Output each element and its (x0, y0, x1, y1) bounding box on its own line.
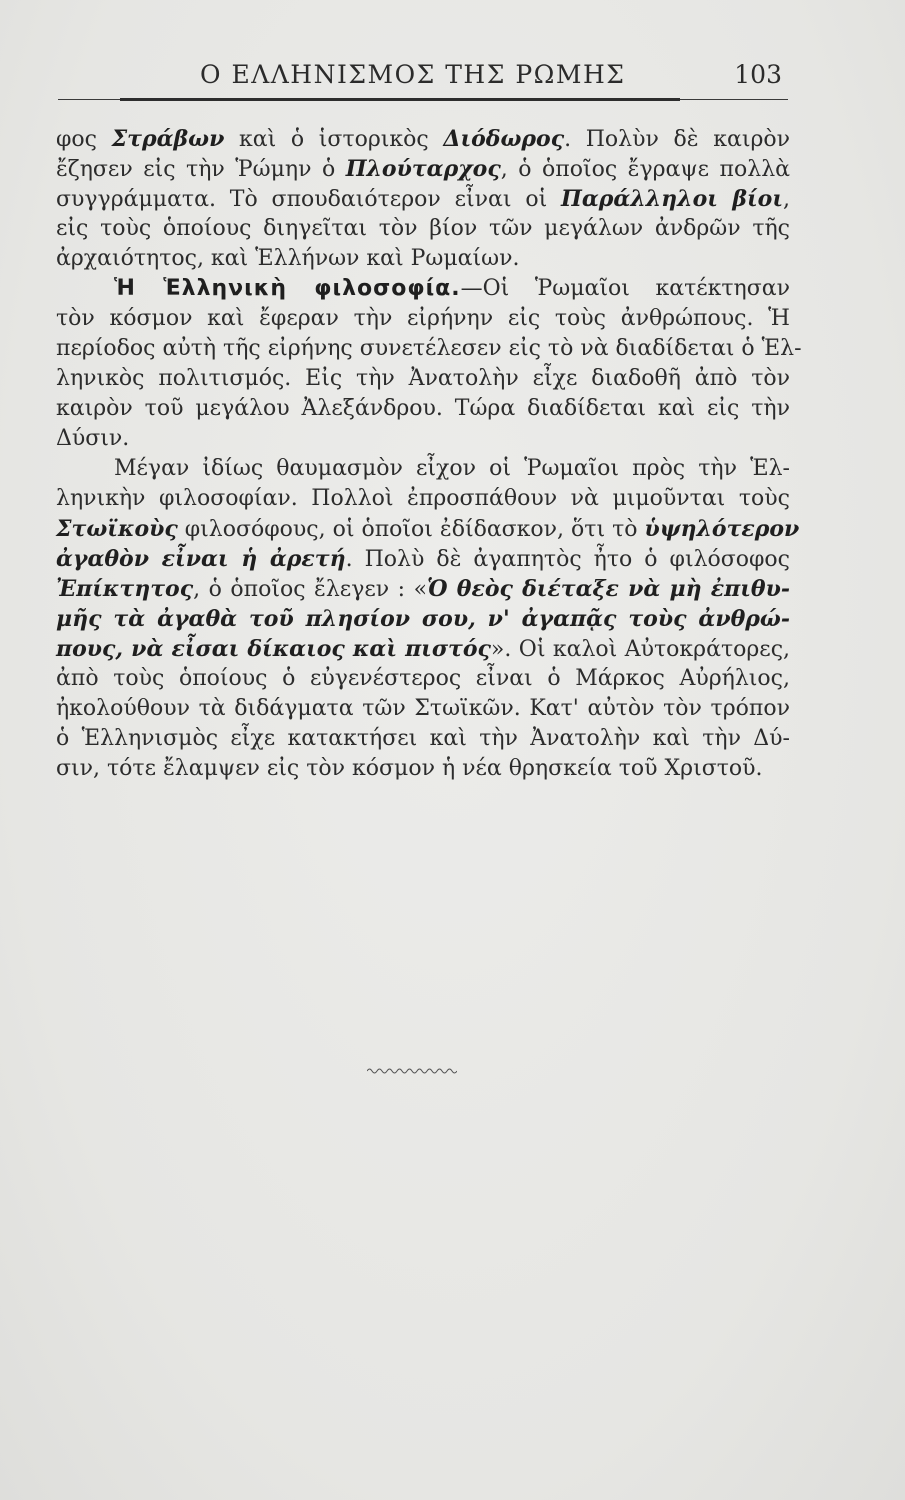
emphasized-text: Στωϊκοὺς (56, 516, 178, 542)
text-line (56, 334, 802, 364)
text-run: ἠκολούθουν τὰ διδάγματα τῶν Στωϊκῶν. Κατ' αὐτὸν τὸν τρόπον (56, 696, 790, 721)
text-run: , (783, 187, 790, 212)
text-line (56, 244, 790, 274)
text-run: ληνικὴν φιλοσοφίαν. Πολλοὶ ἐπροσπάθουν νὰ μιμοῦνται τοὺς (56, 486, 790, 511)
text-run: φος (56, 127, 112, 152)
text-run: ἀπὸ τοὺς ὁποίους ὁ εὐγενέστερος εἶναι ὁ Μάρκος Αὐρήλιος, (56, 666, 790, 691)
running-head (58, 60, 788, 100)
emphasized-text: πους, νὰ εἶσαι δίκαιος καὶ πιστός (56, 636, 491, 662)
text-run: σιν, τότε ἔλαμψεν εἰς τὸν κόσμον ἡ νέα θρησκεία τοῦ Χριστοῦ. (56, 756, 763, 781)
text-line (56, 544, 790, 574)
text-line (56, 214, 790, 244)
text-line (56, 604, 790, 634)
text-line (56, 514, 800, 544)
emphasized-text: Στράβων (111, 126, 225, 152)
emphasized-text: ὑψηλότερον (644, 516, 800, 542)
text-run: Δύσιν. (56, 426, 130, 451)
text-run: ἔζησεν εἰς τὴν Ῥώμην ὁ (56, 157, 346, 182)
text-run: φιλοσόφους, οἱ ὁποῖοι ἐδίδασκον, ὅτι τὸ (177, 517, 645, 542)
text-line (56, 184, 790, 214)
text-run: περίοδος αὐτὴ τῆς εἰρήνης συνετέλεσεν εἰς τὸ νὰ διαδίδεται ὁ Ἑλ- (56, 336, 802, 361)
wavy-rule-icon (367, 1067, 457, 1075)
text-line (56, 304, 790, 334)
text-run: —Οἱ Ῥωμαῖοι κατέκτησαν (460, 276, 790, 301)
text-run: ὁ Ἑλληνισμὸς εἶχε κατακτήσει καὶ τὴν Ἀνατολὴν καὶ τὴν Δύ- (56, 726, 790, 751)
text-line (56, 694, 790, 724)
text-run: καὶ ὁ ἱστορικὸς (224, 127, 444, 152)
emphasized-text: Ἐπίκτητος (56, 576, 194, 602)
page-number: 103 (734, 60, 782, 89)
body-text (56, 124, 802, 784)
text-line (56, 454, 790, 484)
running-title: Ο ΕΛΛΗΝΙΣΜΟΣ ΤΗΣ ΡΩΜΗΣ (200, 60, 626, 89)
text-run: . Πολὺ δὲ ἀγαπητὸς ἦτο ὁ φιλόσοφος (345, 547, 790, 572)
text-run: , ὁ ὁποῖος ἔγραψε πολλὰ (500, 157, 790, 182)
section-heading: Ἡ Ἑλληνικὴ φιλοσοφία. (114, 276, 461, 301)
text-line (56, 724, 790, 754)
text-line (56, 394, 790, 424)
text-run: καιρὸν τοῦ μεγάλου Ἀλεξάνδρου. Τώρα διαδίδεται καὶ εἰς τὴν (56, 396, 790, 421)
emphasized-text: Διόδωρος (443, 126, 565, 152)
text-line (56, 754, 790, 784)
text-run: τὸν κόσμον καὶ ἔφεραν τὴν εἰρήνην εἰς τοὺς ἀνθρώπους. Ἡ (56, 306, 790, 331)
text-run: Μέγαν ἰδίως θαυμασμὸν εἶχον οἱ Ῥωμαῖοι πρὸς τὴν Ἑλ- (114, 456, 790, 481)
text-line (56, 664, 790, 694)
text-line (56, 634, 790, 664)
emphasized-text: μῆς τὰ ἀγαθὰ τοῦ πλησίον σου, ν' ἀγαπᾷς τοὺς ἀνθρώ- (56, 606, 790, 632)
text-line (56, 124, 790, 154)
emphasized-text: Παράλληλοι βίοι (561, 186, 783, 212)
text-line (56, 484, 790, 514)
emphasized-text: Ὁ θεὸς διέταξε νὰ μὴ ἐπιθυ- (427, 576, 790, 602)
text-line (56, 424, 790, 454)
text-run: , ὁ ὁποῖος ἔλεγεν : « (193, 577, 428, 602)
text-run: ἀρχαιότητος, καὶ Ἑλλήνων καὶ Ρωμαίων. (56, 246, 520, 271)
text-line (56, 274, 790, 304)
emphasized-text: ἀγαθὸν εἶναι ἡ ἀρετή (56, 546, 346, 572)
end-ornament-wavy-rule (367, 1067, 457, 1075)
emphasized-text: Πλούταρχος (345, 156, 501, 182)
text-line (56, 574, 790, 604)
text-run: ληνικὸς πολιτισμός. Εἰς τὴν Ἀνατολὴν εἶχε διαδοθῆ ἀπὸ τὸν (56, 366, 790, 391)
text-run: συγγράμματα. Τὸ σπουδαιότερον εἶναι οἱ (56, 187, 562, 212)
text-run: ». Οἱ καλοὶ Αὐτοκράτορες, (490, 637, 791, 662)
text-run: . Πολὺν δὲ καιρὸν (564, 127, 791, 152)
text-run: εἰς τοὺς ὁποίους διηγεῖται τὸν βίον τῶν μεγάλων ἀνδρῶν τῆς (56, 216, 790, 241)
header-rule-thick (120, 98, 680, 101)
text-line (56, 154, 790, 184)
text-line (56, 364, 790, 394)
